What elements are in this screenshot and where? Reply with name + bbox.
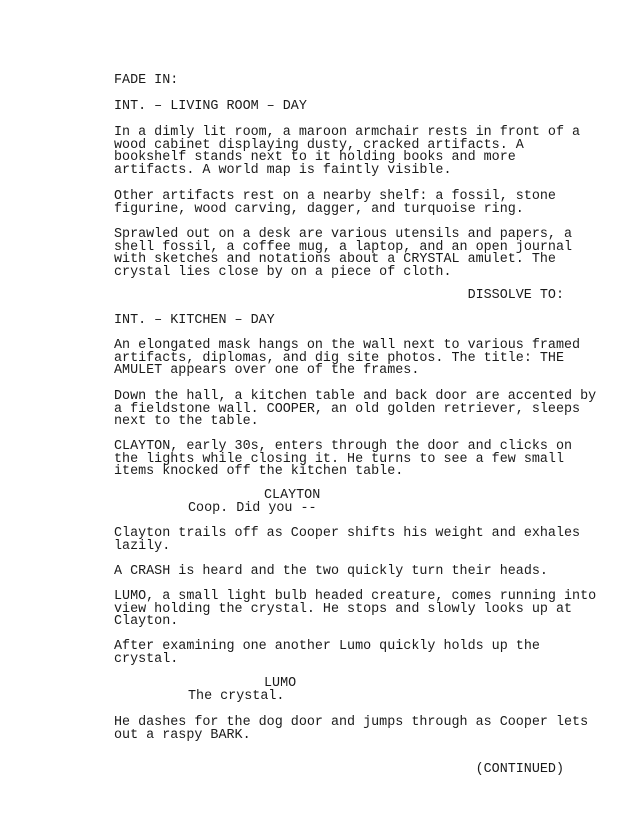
dialogue-line: Coop. Did you -- bbox=[188, 501, 317, 516]
action-paragraph: Down the hall, a kitchen table and back door are accented by a fieldstone wall. COOPER, an old golden retriever, sleeps next to the table. bbox=[114, 389, 597, 430]
action-paragraph: Clayton trails off as Cooper shifts his weight and exhales lazily. bbox=[114, 526, 581, 554]
action-paragraph: Other artifacts rest on a nearby shelf: a fossil, stone figurine, wood carving, dagger, and turquoise ring. bbox=[114, 189, 556, 217]
character-cue-clayton: CLAYTON bbox=[264, 488, 321, 503]
fade-in-transition: FADE IN: bbox=[114, 73, 179, 88]
action-paragraph: In a dimly lit room, a maroon armchair rests in front of a wood cabinet displaying dusty, cracked artifacts. A bookshelf stands next to it holding books and more artifacts. A world map is faintly visible. bbox=[114, 125, 581, 178]
scene-heading-living-room: INT. – LIVING ROOM – DAY bbox=[114, 99, 307, 114]
action-paragraph: An elongated mask hangs on the wall next to various framed artifacts, diplomas, and dig site photos. The title: THE AMULET appears over one of the frames. bbox=[114, 338, 581, 379]
continued-marker: (CONTINUED) bbox=[475, 762, 564, 777]
action-paragraph: A CRASH is heard and the two quickly turn their heads. bbox=[114, 564, 548, 579]
dissolve-to-transition: DISSOLVE TO: bbox=[467, 288, 564, 303]
action-paragraph: CLAYTON, early 30s, enters through the door and clicks on the lights while closing it. He turns to see a few small items knocked off the kitchen table. bbox=[114, 439, 573, 480]
character-cue-lumo: LUMO bbox=[264, 676, 297, 691]
action-paragraph: He dashes for the dog door and jumps through as Cooper lets out a raspy BARK. bbox=[114, 715, 589, 743]
action-paragraph: After examining one another Lumo quickly holds up the crystal. bbox=[114, 639, 540, 667]
action-paragraph: LUMO, a small light bulb headed creature, comes running into view holding the crystal. He stops and slowly looks up at Clayton. bbox=[114, 589, 597, 630]
action-paragraph: Sprawled out on a desk are various utensils and papers, a shell fossil, a coffee mug, a laptop, and an open journal with sketches and notations about a CRYSTAL amulet. The crystal lies close by on a piece of cloth. bbox=[114, 227, 573, 280]
dialogue-line: The crystal. bbox=[188, 689, 285, 704]
scene-heading-kitchen: INT. – KITCHEN – DAY bbox=[114, 313, 275, 328]
